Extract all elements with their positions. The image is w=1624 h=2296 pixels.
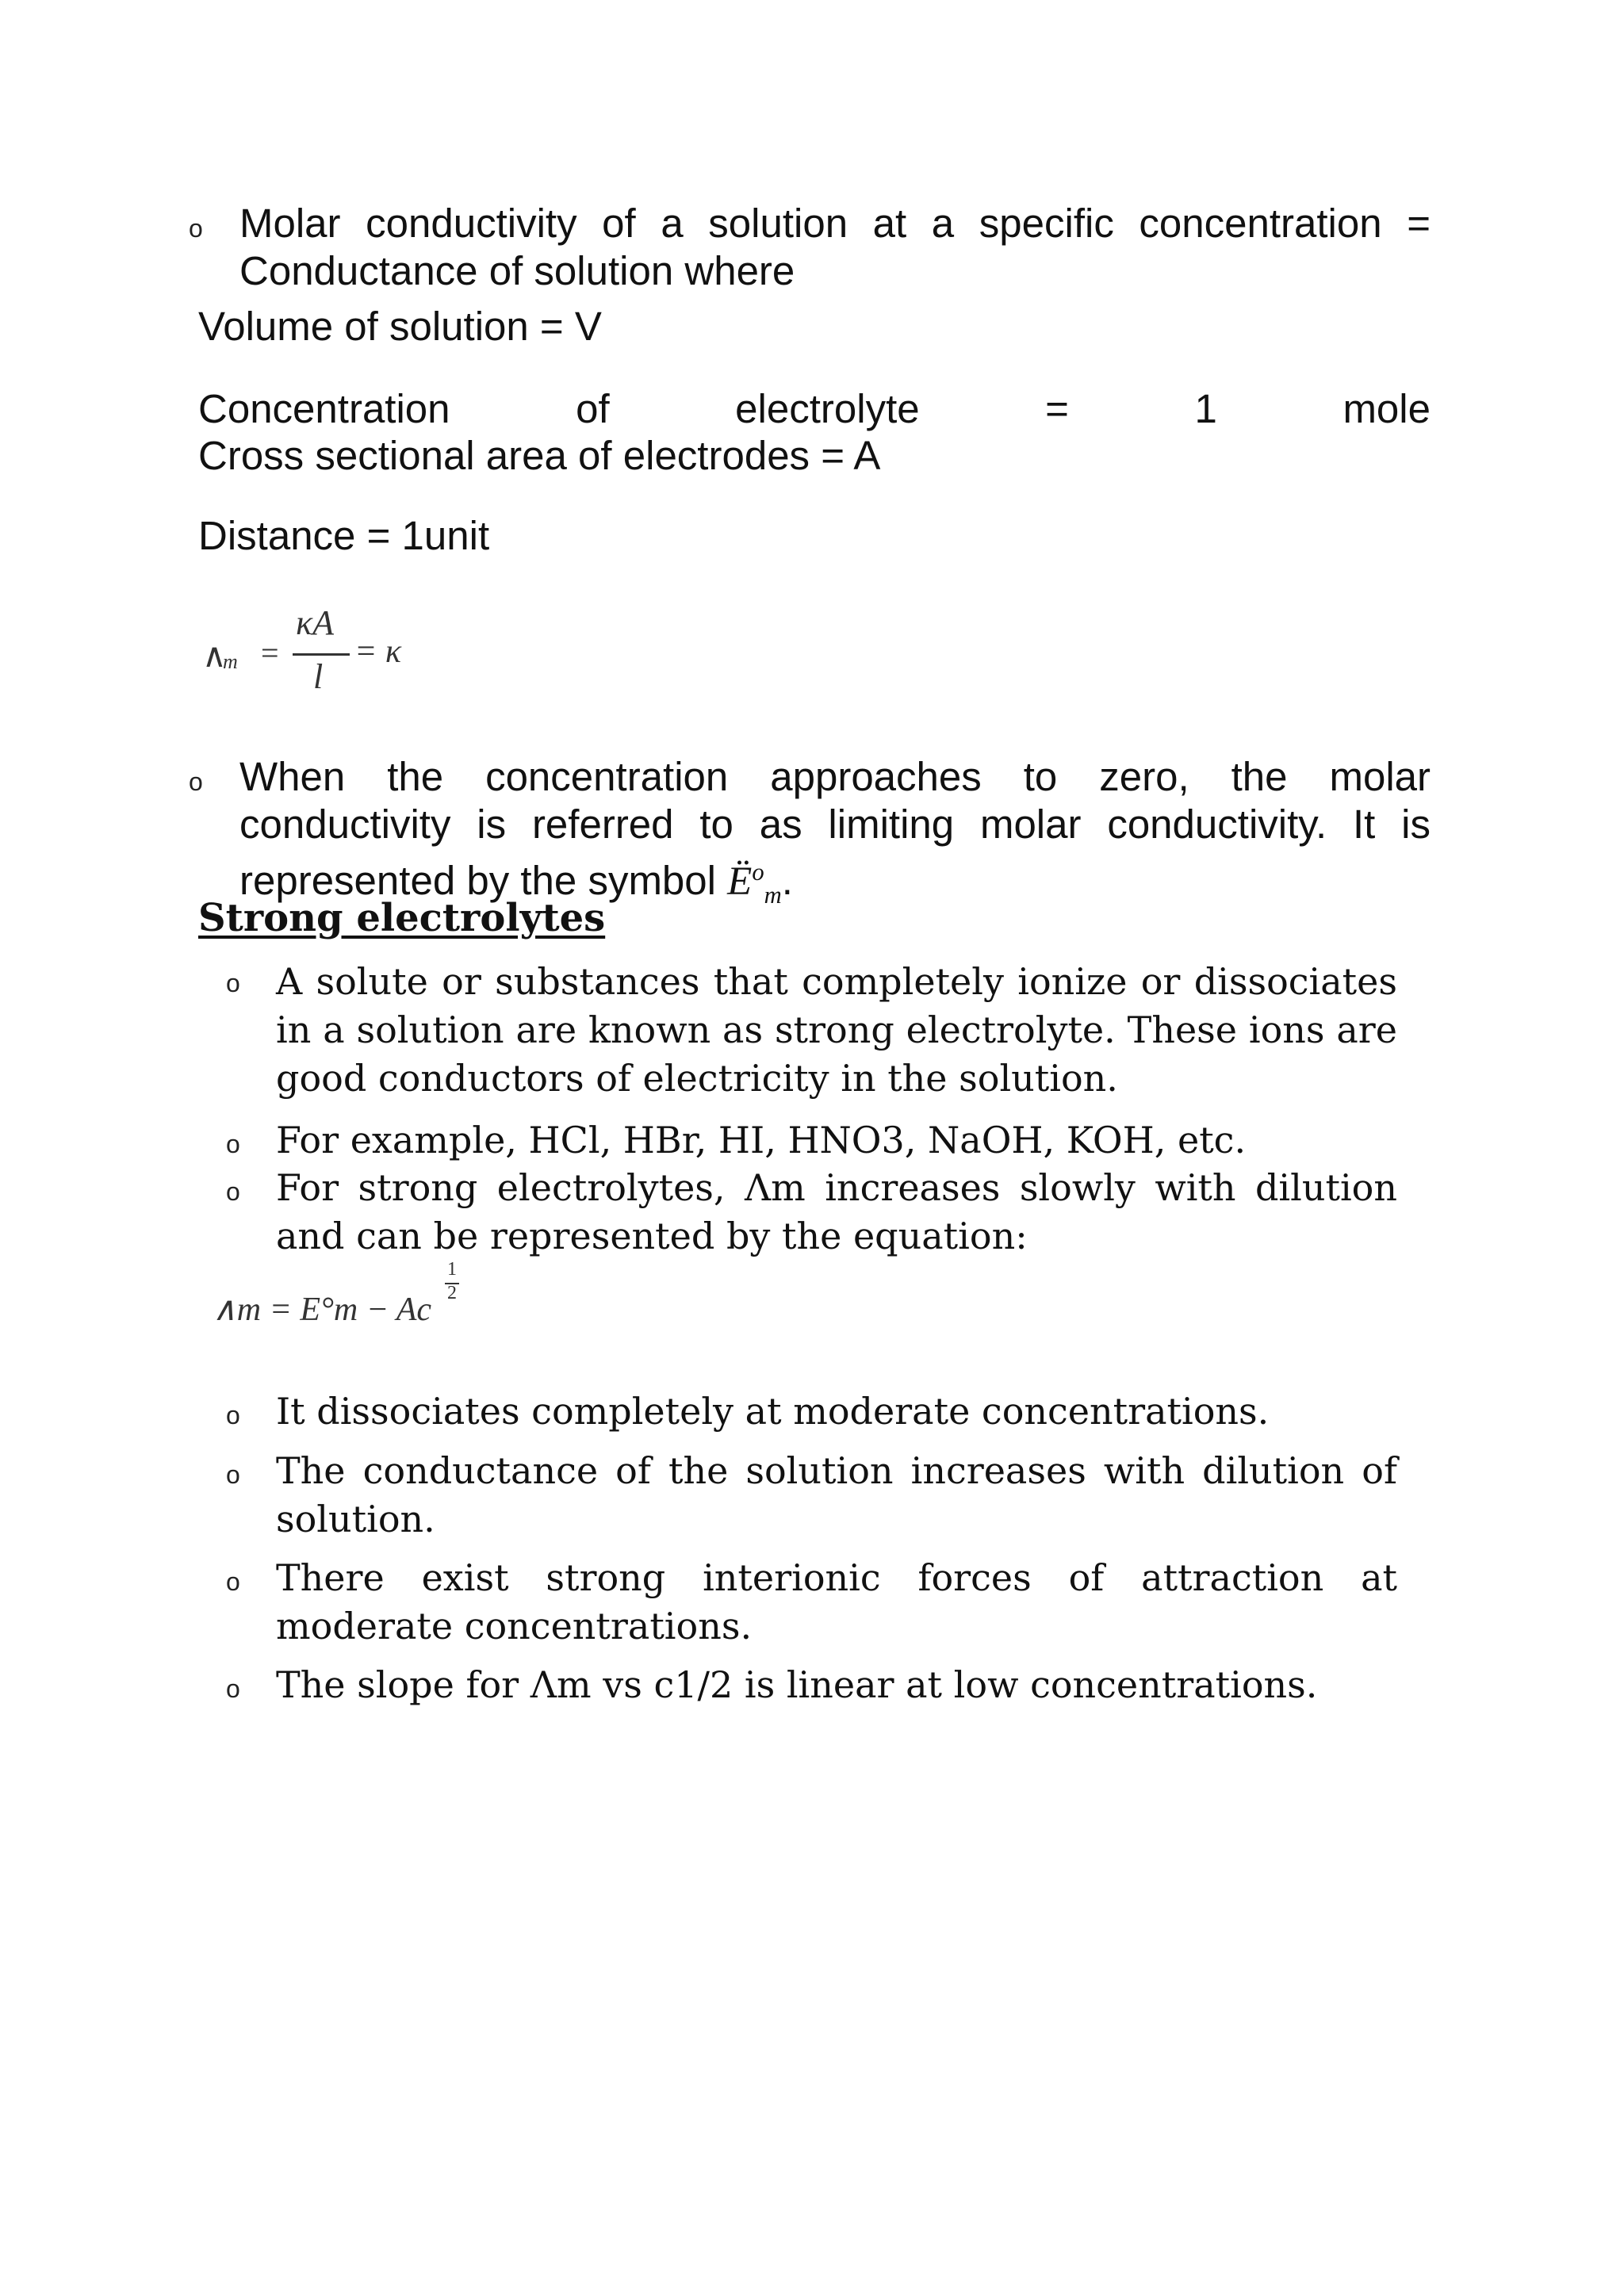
- bullet-marker: o: [226, 1567, 240, 1596]
- bullet-marker: o: [189, 767, 203, 796]
- bullet-marker: o: [226, 1130, 240, 1158]
- bullet-marker: o: [226, 1401, 240, 1429]
- section-heading-strong-electrolytes: Strong electrolytes: [198, 896, 606, 940]
- volume-line: Volume of solution = V: [198, 304, 602, 349]
- strong-item-conductance: The conductance of the solution increases with dilution of solution.: [276, 1449, 1397, 1540]
- formula-rhs: = κ: [354, 633, 402, 670]
- concentration-line: Concentration of electrolyte = 1 mole: [198, 386, 1431, 431]
- kohlrausch-equation: [213, 1259, 498, 1346]
- strong-item-slope: The slope for Λm vs c1/2 is linear at low concentrations.: [276, 1663, 1318, 1706]
- strong-item-interionic: There exist strong interionic forces of attraction at moderate concentrations.: [276, 1556, 1397, 1647]
- strong-item-examples: For example, HCl, HBr, HI, HNO3, NaOH, KOH, etc.: [276, 1119, 1247, 1161]
- fraction-denominator: l: [313, 657, 324, 696]
- symbol-base: Ë: [727, 859, 753, 904]
- intro-item-molar-conductivity: Molar conductivity of a solution at a specific concentration = Conductance of solution where: [239, 201, 1431, 293]
- bullet-marker: o: [226, 1177, 240, 1206]
- strong-item-dissociates: It dissociates completely at moderate concentrations.: [276, 1390, 1270, 1433]
- distance-line: Distance = 1unit: [198, 513, 490, 558]
- fraction-bar: [293, 653, 350, 656]
- area-line: Cross sectional area of electrodes = A: [198, 433, 881, 478]
- bullet-marker: o: [189, 214, 203, 243]
- symbol-sub: m: [764, 882, 782, 909]
- equals-sign: =: [261, 635, 279, 671]
- bullet-marker: o: [226, 1674, 240, 1703]
- lambda-subscript: m: [223, 650, 238, 673]
- lambda-symbol: ∧: [202, 638, 227, 675]
- exponent-denominator: 2: [447, 1283, 457, 1303]
- limiting-symbol: [727, 859, 782, 909]
- strong-item-definition: A solute or substances that completely ionize or dissociates in a solution are known as strong electrolyte. These ions are good conductors of electricity in the solution.: [276, 960, 1397, 1100]
- molar-conductivity-formula: [202, 603, 440, 706]
- bullet-marker: o: [226, 1460, 240, 1489]
- strong-item-dilution: For strong electrolytes, Λm increases slowly with dilution and can be represented by the equation:: [276, 1166, 1397, 1257]
- fraction-numerator: κA: [296, 603, 334, 642]
- sentence-end: .: [781, 858, 793, 903]
- exponent-numerator: 1: [447, 1259, 457, 1280]
- bullet-marker: o: [226, 969, 240, 997]
- equation-body: ∧m = E°m − Ac: [213, 1292, 432, 1328]
- symbol-sup: o: [752, 859, 764, 886]
- limiting-molar-conductivity-item: [239, 753, 1431, 919]
- limiting-text: When the concentration approaches to zero, the molar conductivity is referred to as limiting molar conductivity. It is represented by the symbol: [239, 754, 1431, 903]
